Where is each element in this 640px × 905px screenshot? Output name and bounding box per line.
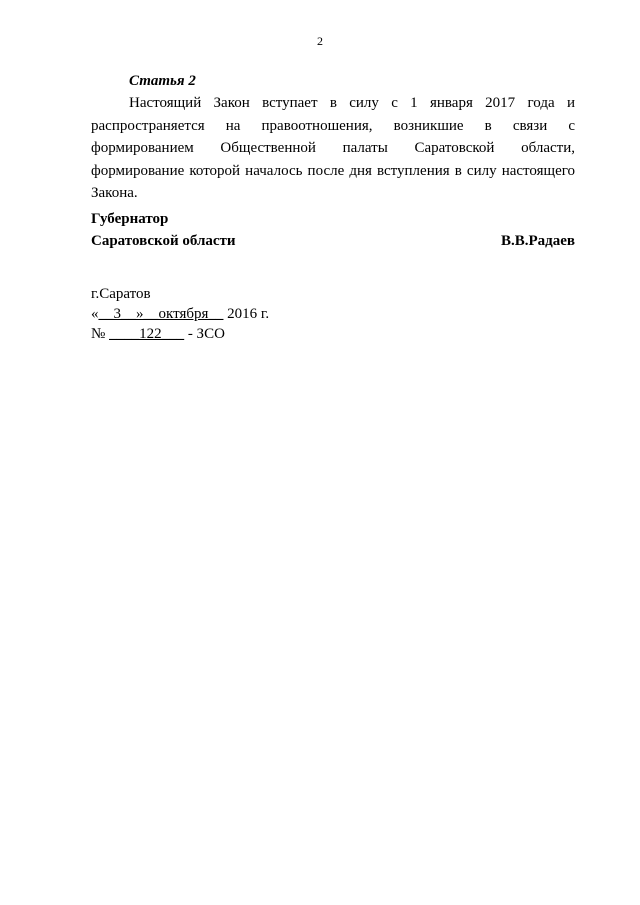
signatory-name: В.В.Радаев (500, 233, 575, 249)
date-line (91, 304, 269, 324)
signature-title-line2: Саратовской области (91, 233, 236, 249)
law-number-line (91, 324, 269, 344)
date-year: 2016 г. (227, 306, 270, 322)
page-number: 2 (317, 34, 323, 48)
law-number: ____122___ (109, 326, 185, 342)
city: г.Саратов (91, 286, 151, 302)
article-body: Настоящий Закон вступает в силу с 1 января 2017 года и распространяется на правоотношения, возникшие в связи с формированием Общественной палаты Саратовской области, формирование которой началось после дня вступления в силу настоящего Закона. (91, 95, 575, 201)
date-day: __3__» (98, 306, 144, 322)
number-prefix: № (91, 326, 106, 342)
date-open-quote: « (91, 306, 99, 322)
article-heading: Статья 2 (129, 73, 196, 89)
signature-title-line1: Губернатор (91, 211, 169, 227)
date-month: __октября__ (143, 306, 224, 322)
signature-block (91, 208, 575, 252)
place-date-block (91, 284, 269, 344)
signature-row (91, 230, 575, 252)
number-suffix: - ЗСО (187, 326, 225, 342)
